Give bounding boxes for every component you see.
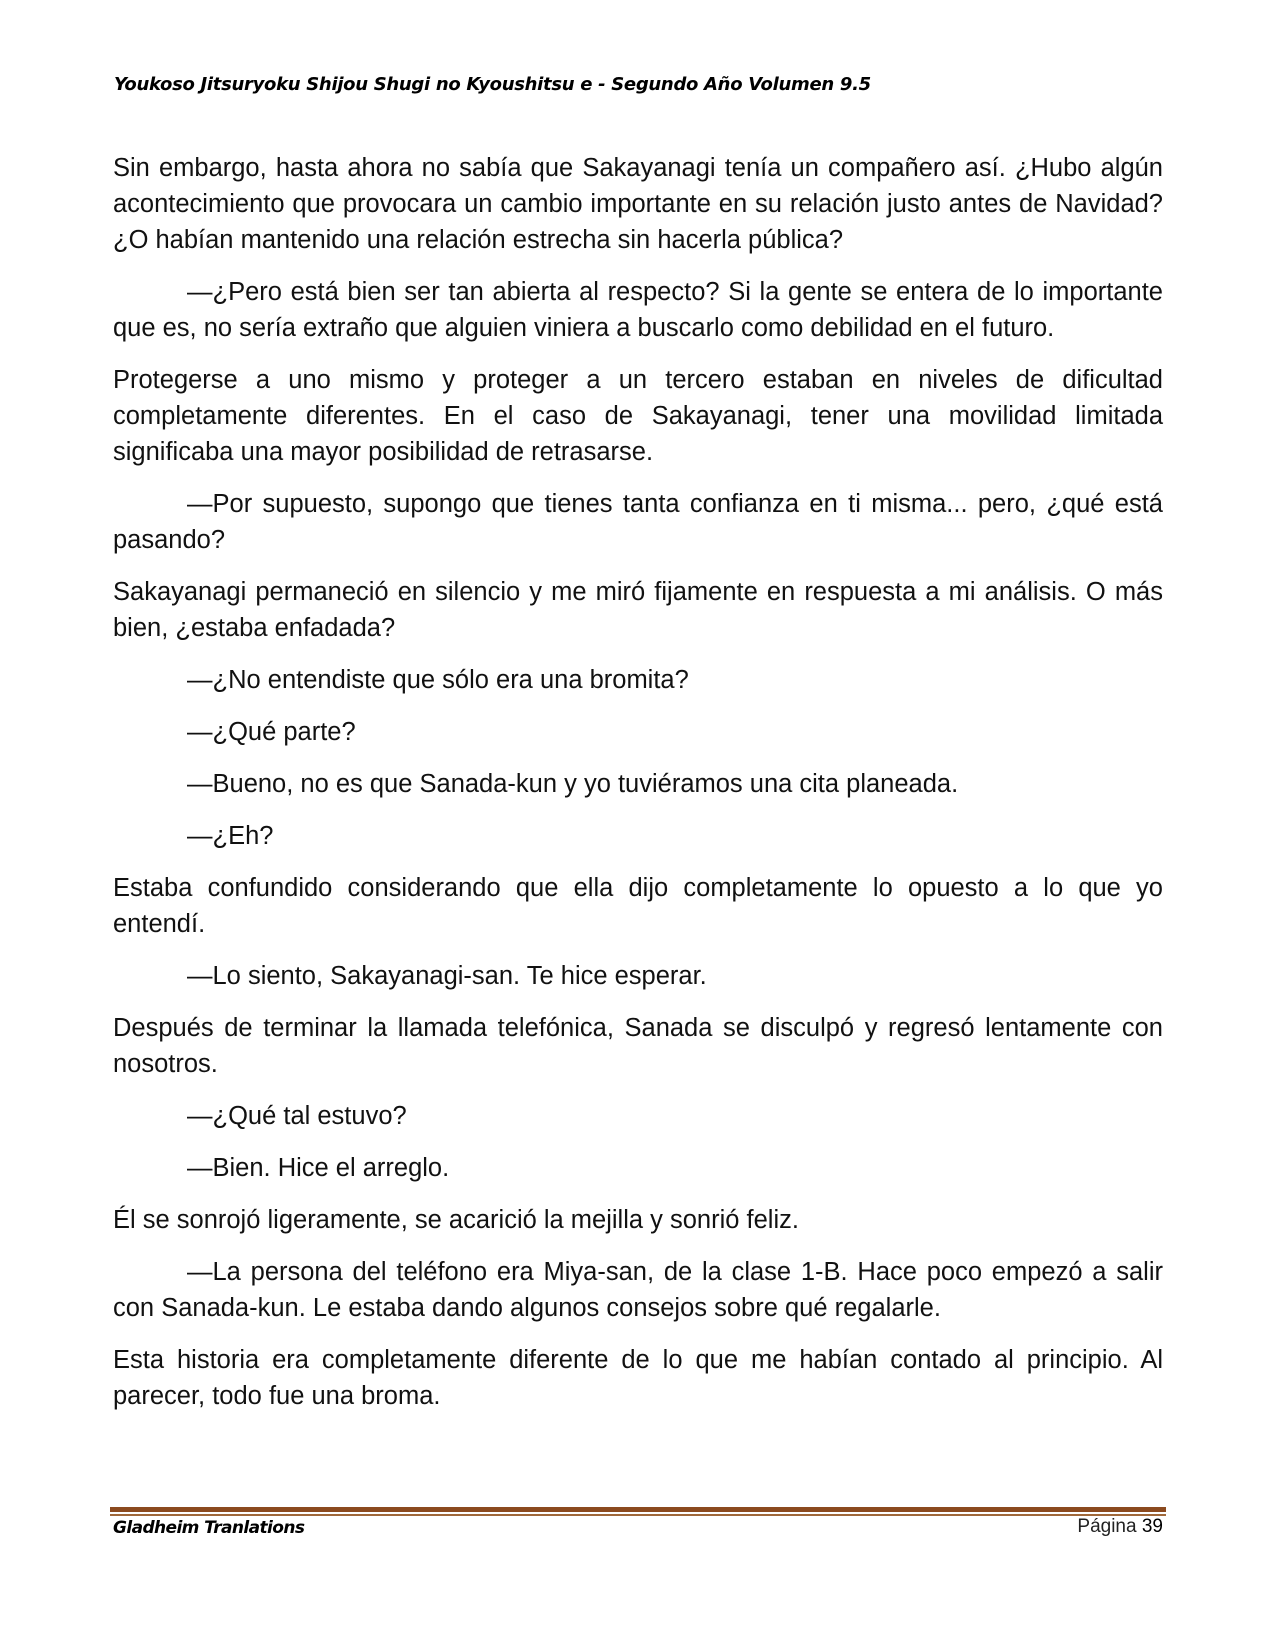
footer-divider-thick	[110, 1507, 1166, 1512]
dialog-paragraph: —La persona del teléfono era Miya-san, de la clase 1-B. Hace poco empezó a salir con Sanada-kun. Le estaba dando algunos consejos sobre qué regalarle.	[113, 1258, 1163, 1322]
dialog-paragraph: —¿Eh?	[187, 822, 274, 850]
dialog-paragraph: —¿Qué tal estuvo?	[187, 1102, 407, 1130]
running-header: Youkoso Jitsuryoku Shijou Shugi no Kyoushitsu e - Segundo Año Volumen 9.5	[114, 74, 871, 95]
paragraph: Sakayanagi permaneció en silencio y me miró fijamente en respuesta a mi análisis. O más bien, ¿estaba enfadada?	[113, 578, 1163, 642]
dialog-paragraph: —Por supuesto, supongo que tienes tanta confianza en ti misma... pero, ¿qué está pasando?	[113, 490, 1163, 554]
dialog-paragraph: —Bueno, no es que Sanada-kun y yo tuviéramos una cita planeada.	[187, 770, 959, 798]
footer-divider-thin	[110, 1514, 1166, 1516]
paragraph: Estaba confundido considerando que ella dijo completamente lo opuesto a lo que yo entendí.	[113, 874, 1163, 938]
body-text	[113, 150, 1163, 1430]
paragraph: Después de terminar la llamada telefónica, Sanada se disculpó y regresó lentamente con nosotros.	[113, 1014, 1163, 1078]
dialog-paragraph: —Bien. Hice el arreglo.	[187, 1154, 450, 1182]
footer-divider	[110, 1507, 1166, 1517]
dialog-paragraph: —Lo siento, Sakayanagi-san. Te hice esperar.	[187, 962, 707, 990]
paragraph: Él se sonrojó ligeramente, se acarició la mejilla y sonrió feliz.	[113, 1206, 799, 1234]
dialog-paragraph: —¿Qué parte?	[187, 718, 356, 746]
footer-credit: Gladheim Tranlations	[113, 1518, 305, 1538]
dialog-paragraph: —¿Pero está bien ser tan abierta al respecto? Si la gente se entera de lo importante que es, no sería extraño que alguien viniera a buscarlo como debilidad en el futuro.	[113, 278, 1163, 342]
dialog-paragraph: —¿No entendiste que sólo era una bromita?	[187, 666, 689, 694]
page-number	[1077, 1516, 1163, 1538]
page-label: Página	[1077, 1516, 1137, 1537]
paragraph: Esta historia era completamente diferente de lo que me habían contado al principio. Al parecer, todo fue una broma.	[113, 1346, 1163, 1410]
paragraph: Protegerse a uno mismo y proteger a un tercero estaban en niveles de dificultad completamente diferentes. En el caso de Sakayanagi, tener una movilidad limitada significaba una mayor posibilidad de retrasarse.	[113, 366, 1163, 466]
page-number-value: 39	[1141, 1516, 1163, 1537]
paragraph: Sin embargo, hasta ahora no sabía que Sakayanagi tenía un compañero así. ¿Hubo algún acontecimiento que provocara un cambio importante en su relación justo antes de Navidad? ¿O habían mantenido una relación estrecha sin hacerla pública?	[113, 154, 1163, 254]
